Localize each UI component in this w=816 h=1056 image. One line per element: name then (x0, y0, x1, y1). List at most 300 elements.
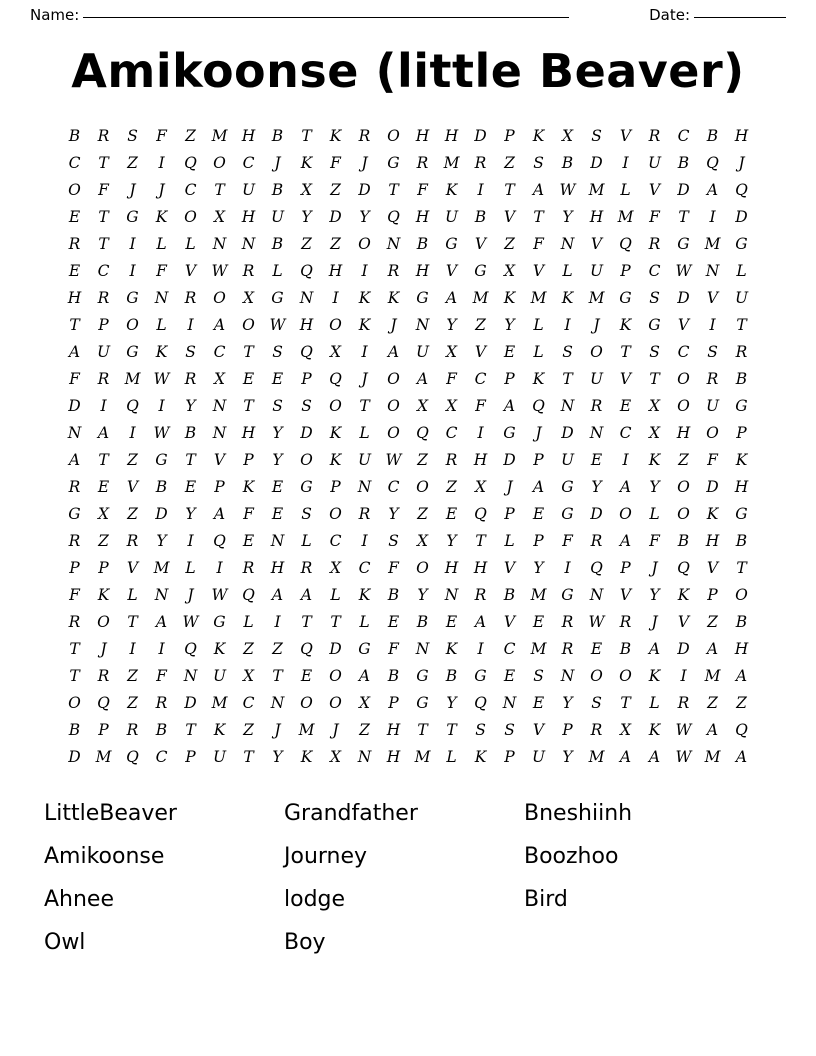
grid-cell[interactable]: S (272, 396, 283, 415)
grid-cell[interactable]: T (562, 369, 573, 388)
grid-cell[interactable]: R (97, 288, 110, 307)
grid-cell[interactable]: X (503, 261, 516, 280)
grid-cell[interactable]: O (619, 504, 632, 523)
grid-cell[interactable]: Q (300, 261, 313, 280)
grid-cell[interactable]: Z (736, 693, 747, 712)
grid-cell[interactable]: F (156, 261, 167, 280)
grid-cell[interactable]: T (678, 207, 689, 226)
grid-cell[interactable]: M (95, 747, 112, 766)
grid-cell[interactable]: F (388, 639, 399, 658)
grid-cell[interactable]: C (387, 477, 400, 496)
grid-cell[interactable]: L (736, 261, 747, 280)
grid-cell[interactable]: X (561, 126, 574, 145)
grid-cell[interactable]: I (709, 315, 716, 334)
grid-cell[interactable]: T (620, 342, 631, 361)
grid-cell[interactable]: V (619, 369, 632, 388)
grid-cell[interactable]: G (416, 288, 429, 307)
grid-cell[interactable]: D (329, 639, 342, 658)
grid-cell[interactable]: B (474, 207, 487, 226)
grid-cell[interactable]: T (127, 612, 138, 631)
grid-cell[interactable]: A (271, 585, 284, 604)
grid-cell[interactable]: F (649, 207, 660, 226)
grid-cell[interactable]: Y (504, 315, 515, 334)
grid-cell[interactable]: T (736, 558, 747, 577)
grid-cell[interactable]: F (98, 180, 109, 199)
grid-cell[interactable]: W (588, 612, 605, 631)
grid-cell[interactable]: R (126, 531, 139, 550)
grid-cell[interactable]: T (388, 180, 399, 199)
grid-cell[interactable]: B (619, 639, 632, 658)
grid-cell[interactable]: F (388, 558, 399, 577)
grid-cell[interactable]: H (270, 558, 285, 577)
grid-cell[interactable]: G (213, 612, 226, 631)
grid-cell[interactable]: R (126, 720, 139, 739)
grid-cell[interactable]: S (649, 342, 660, 361)
grid-cell[interactable]: Y (591, 477, 602, 496)
grid-cell[interactable]: G (735, 234, 748, 253)
grid-cell[interactable]: Y (649, 585, 660, 604)
grid-cell[interactable]: R (97, 369, 110, 388)
grid-cell[interactable]: K (329, 126, 342, 145)
grid-cell[interactable]: I (361, 531, 368, 550)
grid-cell[interactable]: I (187, 531, 194, 550)
grid-cell[interactable]: O (97, 612, 110, 631)
grid-cell[interactable]: H (386, 720, 401, 739)
grid-cell[interactable]: B (184, 423, 197, 442)
grid-cell[interactable]: T (69, 666, 80, 685)
grid-cell[interactable]: L (359, 423, 370, 442)
grid-cell[interactable]: T (330, 612, 341, 631)
grid-cell[interactable]: K (735, 450, 748, 469)
grid-cell[interactable]: L (562, 261, 573, 280)
grid-cell[interactable]: G (735, 504, 748, 523)
grid-cell[interactable]: O (735, 585, 748, 604)
grid-cell[interactable]: D (590, 504, 603, 523)
grid-cell[interactable]: X (300, 180, 313, 199)
grid-cell[interactable]: E (445, 612, 458, 631)
grid-cell[interactable]: B (735, 369, 748, 388)
grid-cell[interactable]: C (97, 261, 110, 280)
grid-cell[interactable]: H (734, 126, 749, 145)
grid-cell[interactable]: K (445, 639, 458, 658)
grid-cell[interactable]: C (648, 261, 661, 280)
grid-cell[interactable]: J (738, 153, 745, 172)
grid-cell[interactable]: P (98, 315, 109, 334)
grid-cell[interactable]: H (473, 558, 488, 577)
grid-cell[interactable]: O (329, 504, 342, 523)
grid-cell[interactable]: E (619, 396, 632, 415)
grid-cell[interactable]: R (68, 477, 81, 496)
grid-cell[interactable]: B (68, 126, 81, 145)
grid-cell[interactable]: O (590, 342, 603, 361)
grid-cell[interactable]: I (129, 234, 136, 253)
grid-cell[interactable]: V (619, 126, 632, 145)
grid-cell[interactable]: T (243, 396, 254, 415)
grid-cell[interactable]: A (706, 180, 719, 199)
grid-cell[interactable]: A (300, 585, 313, 604)
grid-cell[interactable]: U (705, 396, 720, 415)
grid-cell[interactable]: C (155, 747, 168, 766)
grid-cell[interactable]: Y (272, 747, 283, 766)
grid-cell[interactable]: Z (504, 153, 515, 172)
grid-cell[interactable]: B (68, 720, 81, 739)
grid-cell[interactable]: X (445, 342, 458, 361)
grid-cell[interactable]: X (213, 369, 226, 388)
grid-cell[interactable]: F (243, 504, 254, 523)
grid-cell[interactable]: N (560, 666, 575, 685)
grid-cell[interactable]: T (475, 531, 486, 550)
grid-cell[interactable]: W (211, 585, 228, 604)
grid-cell[interactable]: D (735, 207, 748, 226)
grid-cell[interactable]: O (416, 558, 429, 577)
grid-cell[interactable]: C (677, 126, 690, 145)
grid-cell[interactable]: D (358, 180, 371, 199)
grid-cell[interactable]: T (736, 315, 747, 334)
grid-cell[interactable]: Q (97, 693, 110, 712)
grid-cell[interactable]: P (620, 261, 631, 280)
grid-cell[interactable]: L (185, 234, 196, 253)
grid-cell[interactable]: A (619, 477, 632, 496)
grid-cell[interactable]: V (532, 261, 545, 280)
date-write-line[interactable] (694, 17, 786, 18)
grid-cell[interactable]: X (242, 288, 255, 307)
grid-cell[interactable]: R (677, 693, 690, 712)
grid-cell[interactable]: D (677, 288, 690, 307)
grid-cell[interactable]: Y (417, 585, 428, 604)
grid-cell[interactable]: U (589, 369, 604, 388)
grid-cell[interactable]: Z (301, 234, 312, 253)
grid-cell[interactable]: W (675, 747, 692, 766)
grid-cell[interactable]: M (530, 639, 547, 658)
grid-cell[interactable]: V (184, 261, 197, 280)
grid-cell[interactable]: L (533, 315, 544, 334)
grid-cell[interactable]: R (242, 558, 255, 577)
grid-cell[interactable]: H (444, 558, 459, 577)
grid-cell[interactable]: L (446, 747, 457, 766)
grid-cell[interactable]: H (299, 315, 314, 334)
grid-cell[interactable]: Q (474, 693, 487, 712)
grid-cell[interactable]: S (504, 720, 515, 739)
grid-cell[interactable]: N (270, 693, 285, 712)
grid-cell[interactable]: J (593, 315, 600, 334)
grid-cell[interactable]: A (358, 666, 371, 685)
grid-cell[interactable]: M (211, 693, 228, 712)
grid-cell[interactable]: T (620, 693, 631, 712)
grid-cell[interactable]: S (272, 342, 283, 361)
grid-cell[interactable]: X (242, 666, 255, 685)
grid-cell[interactable]: K (387, 288, 400, 307)
grid-cell[interactable]: J (651, 558, 658, 577)
grid-cell[interactable]: P (330, 477, 341, 496)
grid-cell[interactable]: F (649, 531, 660, 550)
grid-cell[interactable]: T (98, 207, 109, 226)
grid-cell[interactable]: Q (213, 531, 226, 550)
grid-cell[interactable]: T (272, 666, 283, 685)
grid-cell[interactable]: N (589, 585, 604, 604)
grid-cell[interactable]: T (185, 450, 196, 469)
grid-cell[interactable]: J (361, 153, 368, 172)
grid-cell[interactable]: E (590, 639, 603, 658)
grid-cell[interactable]: D (503, 450, 516, 469)
grid-cell[interactable]: C (503, 639, 516, 658)
grid-cell[interactable]: L (620, 180, 631, 199)
grid-cell[interactable]: K (97, 585, 110, 604)
grid-cell[interactable]: A (213, 315, 226, 334)
grid-cell[interactable]: G (445, 234, 458, 253)
grid-cell[interactable]: E (271, 477, 284, 496)
grid-cell[interactable]: K (648, 666, 661, 685)
grid-cell[interactable]: T (98, 450, 109, 469)
grid-cell[interactable]: I (100, 396, 107, 415)
grid-cell[interactable]: C (474, 369, 487, 388)
grid-cell[interactable]: L (301, 531, 312, 550)
grid-cell[interactable]: Z (272, 639, 283, 658)
grid-cell[interactable]: F (475, 396, 486, 415)
grid-cell[interactable]: O (387, 423, 400, 442)
grid-cell[interactable]: V (619, 585, 632, 604)
grid-cell[interactable]: G (416, 693, 429, 712)
grid-cell[interactable]: W (675, 261, 692, 280)
grid-cell[interactable]: T (69, 639, 80, 658)
grid-cell[interactable]: E (532, 693, 545, 712)
grid-cell[interactable]: K (532, 369, 545, 388)
grid-cell[interactable]: Y (446, 531, 457, 550)
grid-cell[interactable]: V (677, 612, 690, 631)
grid-cell[interactable]: G (126, 288, 139, 307)
grid-cell[interactable]: X (445, 396, 458, 415)
grid-cell[interactable]: Y (562, 693, 573, 712)
grid-cell[interactable]: U (560, 450, 575, 469)
grid-cell[interactable]: F (417, 180, 428, 199)
grid-cell[interactable]: E (271, 369, 284, 388)
grid-cell[interactable]: X (474, 477, 487, 496)
grid-cell[interactable]: K (242, 477, 255, 496)
grid-cell[interactable]: V (503, 612, 516, 631)
grid-cell[interactable]: N (502, 693, 517, 712)
grid-cell[interactable]: M (704, 234, 721, 253)
name-write-line[interactable] (83, 17, 569, 18)
grid-cell[interactable]: R (184, 369, 197, 388)
grid-cell[interactable]: A (213, 504, 226, 523)
grid-cell[interactable]: J (651, 612, 658, 631)
grid-cell[interactable]: C (213, 342, 226, 361)
grid-cell[interactable]: M (414, 747, 431, 766)
grid-cell[interactable]: W (153, 423, 170, 442)
grid-cell[interactable]: B (416, 234, 429, 253)
grid-cell[interactable]: H (473, 450, 488, 469)
grid-cell[interactable]: B (706, 126, 719, 145)
grid-cell[interactable]: E (68, 207, 81, 226)
grid-cell[interactable]: M (530, 288, 547, 307)
grid-cell[interactable]: N (444, 585, 459, 604)
grid-cell[interactable]: U (415, 342, 430, 361)
grid-cell[interactable]: J (187, 585, 194, 604)
grid-cell[interactable]: A (474, 612, 487, 631)
grid-cell[interactable]: K (619, 315, 632, 334)
grid-cell[interactable]: I (129, 261, 136, 280)
grid-cell[interactable]: P (533, 450, 544, 469)
grid-cell[interactable]: I (129, 423, 136, 442)
grid-cell[interactable]: M (530, 585, 547, 604)
grid-cell[interactable]: T (301, 612, 312, 631)
grid-cell[interactable]: G (271, 288, 284, 307)
grid-cell[interactable]: F (69, 585, 80, 604)
grid-cell[interactable]: L (156, 315, 167, 334)
grid-cell[interactable]: R (445, 450, 458, 469)
grid-cell[interactable]: S (388, 531, 399, 550)
grid-cell[interactable]: A (68, 342, 81, 361)
grid-cell[interactable]: H (415, 207, 430, 226)
grid-cell[interactable]: X (329, 747, 342, 766)
grid-cell[interactable]: E (97, 477, 110, 496)
grid-cell[interactable]: O (619, 666, 632, 685)
grid-cell[interactable]: N (357, 747, 372, 766)
grid-cell[interactable]: Z (330, 180, 341, 199)
grid-cell[interactable]: E (532, 504, 545, 523)
grid-cell[interactable]: Y (301, 207, 312, 226)
grid-cell[interactable]: R (68, 234, 81, 253)
grid-cell[interactable]: G (561, 477, 574, 496)
grid-cell[interactable]: Q (300, 639, 313, 658)
grid-cell[interactable]: O (590, 666, 603, 685)
grid-cell[interactable]: E (532, 612, 545, 631)
grid-cell[interactable]: N (560, 234, 575, 253)
grid-cell[interactable]: H (734, 477, 749, 496)
grid-cell[interactable]: M (704, 666, 721, 685)
grid-cell[interactable]: H (705, 531, 720, 550)
grid-cell[interactable]: Y (272, 423, 283, 442)
grid-cell[interactable]: D (561, 423, 574, 442)
grid-cell[interactable]: G (416, 666, 429, 685)
grid-cell[interactable]: A (503, 396, 516, 415)
grid-cell[interactable]: G (561, 504, 574, 523)
grid-cell[interactable]: H (386, 747, 401, 766)
grid-cell[interactable]: R (68, 531, 81, 550)
grid-cell[interactable]: B (387, 666, 400, 685)
grid-cell[interactable]: K (677, 585, 690, 604)
grid-cell[interactable]: N (705, 261, 720, 280)
grid-cell[interactable]: C (68, 153, 81, 172)
grid-cell[interactable]: X (416, 531, 429, 550)
grid-cell[interactable]: O (300, 693, 313, 712)
grid-cell[interactable]: P (504, 747, 515, 766)
grid-cell[interactable]: K (358, 585, 371, 604)
grid-cell[interactable]: V (126, 558, 139, 577)
grid-cell[interactable]: O (677, 504, 690, 523)
grid-cell[interactable]: A (648, 639, 661, 658)
grid-cell[interactable]: X (213, 207, 226, 226)
grid-cell[interactable]: S (127, 126, 138, 145)
grid-cell[interactable]: D (155, 504, 168, 523)
grid-cell[interactable]: C (445, 423, 458, 442)
grid-cell[interactable]: V (503, 207, 516, 226)
grid-cell[interactable]: R (184, 288, 197, 307)
grid-cell[interactable]: R (416, 153, 429, 172)
grid-cell[interactable]: P (214, 477, 225, 496)
grid-cell[interactable]: F (707, 450, 718, 469)
grid-cell[interactable]: Q (474, 504, 487, 523)
grid-cell[interactable]: S (185, 342, 196, 361)
grid-cell[interactable]: P (736, 423, 747, 442)
grid-cell[interactable]: V (503, 558, 516, 577)
grid-cell[interactable]: W (269, 315, 286, 334)
grid-cell[interactable]: R (561, 639, 574, 658)
grid-cell[interactable]: G (155, 450, 168, 469)
grid-cell[interactable]: A (532, 477, 545, 496)
grid-cell[interactable]: D (677, 180, 690, 199)
grid-cell[interactable]: N (357, 477, 372, 496)
grid-cell[interactable]: Q (619, 234, 632, 253)
grid-cell[interactable]: O (68, 180, 81, 199)
grid-cell[interactable]: R (474, 585, 487, 604)
grid-cell[interactable]: R (97, 126, 110, 145)
grid-cell[interactable]: X (329, 342, 342, 361)
grid-cell[interactable]: E (503, 342, 516, 361)
grid-cell[interactable]: H (241, 207, 256, 226)
grid-cell[interactable]: O (387, 396, 400, 415)
grid-cell[interactable]: N (241, 234, 256, 253)
grid-cell[interactable]: G (126, 207, 139, 226)
grid-cell[interactable]: T (243, 342, 254, 361)
grid-cell[interactable]: N (560, 396, 575, 415)
grid-cell[interactable]: Y (359, 207, 370, 226)
grid-cell[interactable]: U (270, 207, 285, 226)
grid-cell[interactable]: C (184, 180, 197, 199)
grid-cell[interactable]: X (619, 720, 632, 739)
grid-cell[interactable]: D (300, 423, 313, 442)
grid-cell[interactable]: Z (707, 612, 718, 631)
grid-cell[interactable]: C (619, 423, 632, 442)
grid-cell[interactable]: J (390, 315, 397, 334)
grid-cell[interactable]: A (97, 423, 110, 442)
grid-cell[interactable]: P (69, 558, 80, 577)
grid-cell[interactable]: L (156, 234, 167, 253)
grid-cell[interactable]: E (184, 477, 197, 496)
grid-cell[interactable]: Z (127, 666, 138, 685)
grid-cell[interactable]: X (358, 693, 371, 712)
grid-cell[interactable]: L (649, 504, 660, 523)
grid-cell[interactable]: R (474, 153, 487, 172)
grid-cell[interactable]: A (532, 180, 545, 199)
grid-cell[interactable]: X (329, 558, 342, 577)
grid-cell[interactable]: O (706, 423, 719, 442)
grid-cell[interactable]: I (477, 423, 484, 442)
grid-cell[interactable]: K (532, 126, 545, 145)
grid-cell[interactable]: O (387, 369, 400, 388)
grid-cell[interactable]: Y (185, 504, 196, 523)
grid-cell[interactable]: R (648, 126, 661, 145)
grid-cell[interactable]: Y (446, 315, 457, 334)
grid-cell[interactable]: L (272, 261, 283, 280)
grid-cell[interactable]: N (183, 666, 198, 685)
grid-cell[interactable]: X (97, 504, 110, 523)
grid-cell[interactable]: H (67, 288, 82, 307)
grid-cell[interactable]: R (387, 261, 400, 280)
grid-cell[interactable]: O (329, 666, 342, 685)
grid-cell[interactable]: Z (127, 504, 138, 523)
grid-cell[interactable]: E (242, 531, 255, 550)
grid-cell[interactable]: R (590, 531, 603, 550)
grid-cell[interactable]: Z (127, 153, 138, 172)
grid-cell[interactable]: O (387, 126, 400, 145)
grid-cell[interactable]: Q (532, 396, 545, 415)
grid-cell[interactable]: B (503, 585, 516, 604)
grid-cell[interactable]: X (416, 396, 429, 415)
grid-cell[interactable]: O (329, 396, 342, 415)
grid-cell[interactable]: N (415, 315, 430, 334)
grid-cell[interactable]: I (216, 558, 223, 577)
grid-cell[interactable]: G (619, 288, 632, 307)
